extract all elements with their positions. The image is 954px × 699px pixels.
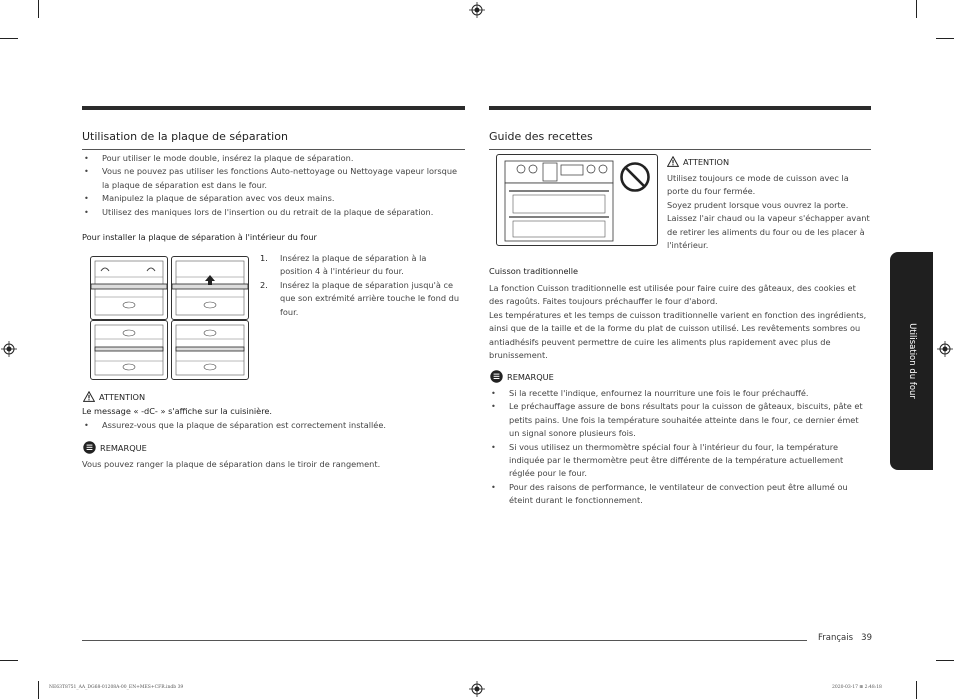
install-heading: Pour installer la plaque de séparation à l'intérieur du four [82, 232, 317, 242]
oven-interior-icon [91, 321, 167, 379]
oven-interior-icon [172, 257, 248, 319]
crop-mark [916, 681, 917, 699]
list-item [260, 279, 460, 319]
note-heading [83, 441, 147, 454]
crop-mark [936, 660, 954, 661]
oven-diagram-step1 [90, 256, 168, 320]
sub-heading: Cuisson traditionnelle [489, 266, 579, 276]
step-text: Insérez la plaque de séparation à la position 4 à l'intérieur du four. [280, 253, 427, 277]
step-number: 2. [260, 279, 268, 290]
section-top-bar [82, 106, 465, 110]
list-item: • Le préchauffage assure de bons résultats pour la cuisson de gâteaux, biscuits, pâte et petits pains. Une fois la température souhaitée atteinte dans le four, ce dernier émet un signal sonore plusieurs fois. [489, 400, 871, 440]
intro-bullet-list [82, 152, 465, 219]
attention-bullet-list [82, 419, 465, 432]
oven-diagram-step4 [171, 320, 249, 380]
list-item [260, 252, 460, 279]
section-heading: Guide des recettes [489, 130, 593, 143]
crop-mark [0, 38, 18, 39]
list-item: • Utilisez des maniques lors de l'insertion ou du retrait de la plaque de séparation. [82, 206, 465, 219]
body-text [489, 282, 871, 362]
list-item: • Pour utiliser le mode double, insérez la plaque de séparation. [82, 152, 465, 165]
warning-triangle-icon [667, 156, 679, 167]
step-number: 1. [260, 253, 268, 263]
list-item: • Vous ne pouvez pas utiliser les fonctions Auto-nettoyage ou Nettoyage vapeur lorsque la plaque de séparation est dans le four. [82, 165, 465, 192]
paragraph: Les températures et les temps de cuisson traditionnelle varient en fonction des ingrédients, ainsi que de la taille et de la forme du plat de cuisson utilisé. Les revêtements sombres ou antiadhésifs peuvent permettre de cuire les aliments plus rapidement avec plus de brunissement. [489, 309, 867, 361]
chapter-side-tab [890, 252, 933, 470]
note-label: REMARQUE [507, 371, 554, 382]
attention-text: Le message « -dC- » s'affiche sur la cuisinière. [82, 406, 273, 416]
list-item: • Pour des raisons de performance, le ventilateur de convection peut être allumé ou éteint durant le fonctionnement. [489, 481, 871, 508]
section-heading: Utilisation de la plaque de séparation [82, 130, 288, 143]
print-slug: NE63T8751_AA_DG68-01208A-00_EN+MES+CFR.indb 39 [49, 685, 184, 690]
oven-diagram-step3 [90, 320, 168, 380]
oven-interior-icon [172, 321, 248, 379]
crop-mark [0, 660, 18, 661]
crop-mark [916, 0, 917, 18]
list-item: • Assurez-vous que la plaque de séparation est correctement installée. [82, 419, 465, 432]
oven-front-illustration [496, 154, 658, 246]
crosshair-icon [469, 681, 485, 697]
crop-mark [38, 681, 39, 699]
note-bullet-list [489, 387, 871, 508]
heading-rule [489, 149, 871, 150]
note-label: REMARQUE [100, 442, 147, 453]
page-footer [818, 633, 872, 643]
prohibition-icon [619, 161, 651, 193]
crop-mark [38, 0, 39, 18]
paragraph: Soyez prudent lorsque vous ouvrez la porte. Laissez l'air chaud ou la vapeur s'échapper avant de retirer les aliments du four ou de les placer à l'intérieur. [667, 199, 870, 251]
oven-diagram-step2 [171, 256, 249, 320]
crosshair-icon [1, 341, 17, 357]
print-slug: 2020-03-17 ⊞ 2:48:18 [832, 685, 882, 690]
note-icon [490, 370, 503, 383]
step-text: Insérez la plaque de séparation jusqu'à ce que son extrémité arrière touche le fond du four. [280, 279, 460, 317]
paragraph: La fonction Cuisson traditionnelle est utilisée pour faire cuire des gâteaux, des cookies et des ragoûts. Faites toujours préchauffer le four d'abord. [489, 283, 856, 307]
note-heading [490, 370, 554, 383]
footer-language: Français [818, 633, 854, 643]
attention-label: ATTENTION [683, 156, 730, 167]
attention-text [667, 172, 871, 252]
attention-heading [667, 156, 729, 167]
list-item: • Manipulez la plaque de séparation avec vos deux mains. [82, 192, 465, 205]
crosshair-icon [469, 2, 485, 18]
warning-triangle-icon [83, 391, 95, 402]
oven-interior-icon [91, 257, 167, 319]
heading-rule [82, 149, 465, 150]
list-item: • Si vous utilisez un thermomètre spécial four à l'intérieur du four, la température indiquée par le thermomètre peut être différente de la température actuellement réglée pour le four. [489, 441, 871, 481]
note-text: Vous pouvez ranger la plaque de séparation dans le tiroir de rangement. [82, 459, 381, 469]
crosshair-icon [937, 341, 953, 357]
footer-rule [82, 640, 807, 641]
crop-mark [936, 38, 954, 39]
page-number: 39 [861, 633, 872, 643]
note-icon [83, 441, 96, 454]
install-steps [260, 252, 460, 319]
paragraph: Utilisez toujours ce mode de cuisson avec la porte du four fermée. [667, 173, 849, 197]
attention-heading [83, 391, 145, 402]
section-top-bar [489, 106, 871, 110]
chapter-label: Utilisation du four [906, 323, 917, 399]
list-item: • Si la recette l'indique, enfournez la nourriture une fois le four préchauffé. [489, 387, 871, 400]
attention-label: ATTENTION [99, 391, 146, 402]
